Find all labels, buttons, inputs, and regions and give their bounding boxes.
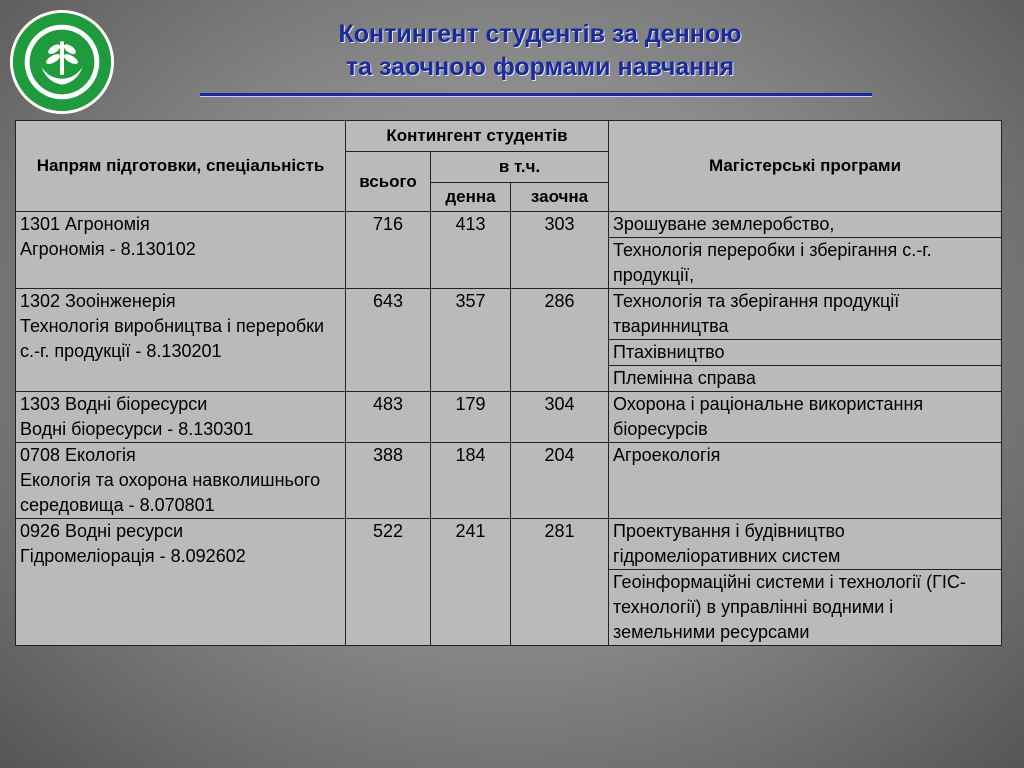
page-title	[200, 18, 880, 84]
table-row	[16, 519, 1002, 570]
header-contingent: Контингент студентів	[346, 121, 609, 152]
table-row	[16, 289, 1002, 340]
program-cell: Проектування і будівництво гідромеліоративних систем	[609, 519, 1002, 570]
extramural-cell: 304	[511, 392, 609, 443]
total-cell: 522	[346, 519, 431, 646]
direction-cell: 1301 Агрономія Агрономія - 8.130102	[16, 212, 346, 289]
university-logo	[8, 8, 116, 116]
direction-cell: 0708 Екологія Екологія та охорона навколишнього середовища - 8.070801	[16, 443, 346, 519]
table-row	[16, 443, 1002, 519]
extramural-cell: 281	[511, 519, 609, 646]
direction-cell: 1303 Водні біоресурси Водні біоресурси - 8.130301	[16, 392, 346, 443]
program-cell: Птахівництво	[609, 340, 1002, 366]
program-cell: Племінна справа	[609, 366, 1002, 392]
day-cell: 179	[431, 392, 511, 443]
program-cell: Агроекологія	[609, 443, 1002, 519]
day-cell: 357	[431, 289, 511, 392]
title-divider	[200, 93, 872, 97]
header-extramural: заочна	[511, 183, 609, 212]
direction-cell: 1302 Зооінженерія Технологія виробництва і переробки с.-г. продукції - 8.130201	[16, 289, 346, 392]
table-body	[16, 212, 1002, 646]
total-cell: 643	[346, 289, 431, 392]
total-cell: 388	[346, 443, 431, 519]
header-direction: Напрям підготовки, спеціальність	[16, 121, 346, 212]
day-cell: 184	[431, 443, 511, 519]
program-cell: Зрошуване землеробство,	[609, 212, 1002, 238]
header-masters: Магістерські програми	[609, 121, 1002, 212]
program-cell: Геоінформаційні системи і технології (ГІС-технології) в управлінні водними і земельними ресурсами	[609, 570, 1002, 646]
header-total: всього	[346, 152, 431, 212]
day-cell: 413	[431, 212, 511, 289]
day-cell: 241	[431, 519, 511, 646]
extramural-cell: 286	[511, 289, 609, 392]
title-line-1: Контингент студентів за денною	[338, 20, 742, 48]
students-table	[15, 120, 1002, 646]
program-cell: Охорона і раціональне використання біоресурсів	[609, 392, 1002, 443]
direction-cell: 0926 Водні ресурси Гідромеліорація - 8.092602	[16, 519, 346, 646]
title-line-2: та заочною формами навчання	[345, 53, 735, 81]
header-day: денна	[431, 183, 511, 212]
table-row	[16, 392, 1002, 443]
header-including: в т.ч.	[431, 152, 609, 183]
extramural-cell: 303	[511, 212, 609, 289]
program-cell: Технологія переробки і зберігання с.-г. продукції,	[609, 238, 1002, 289]
total-cell: 483	[346, 392, 431, 443]
program-cell: Технологія та зберігання продукції тваринництва	[609, 289, 1002, 340]
total-cell: 716	[346, 212, 431, 289]
extramural-cell: 204	[511, 443, 609, 519]
table-row	[16, 212, 1002, 238]
